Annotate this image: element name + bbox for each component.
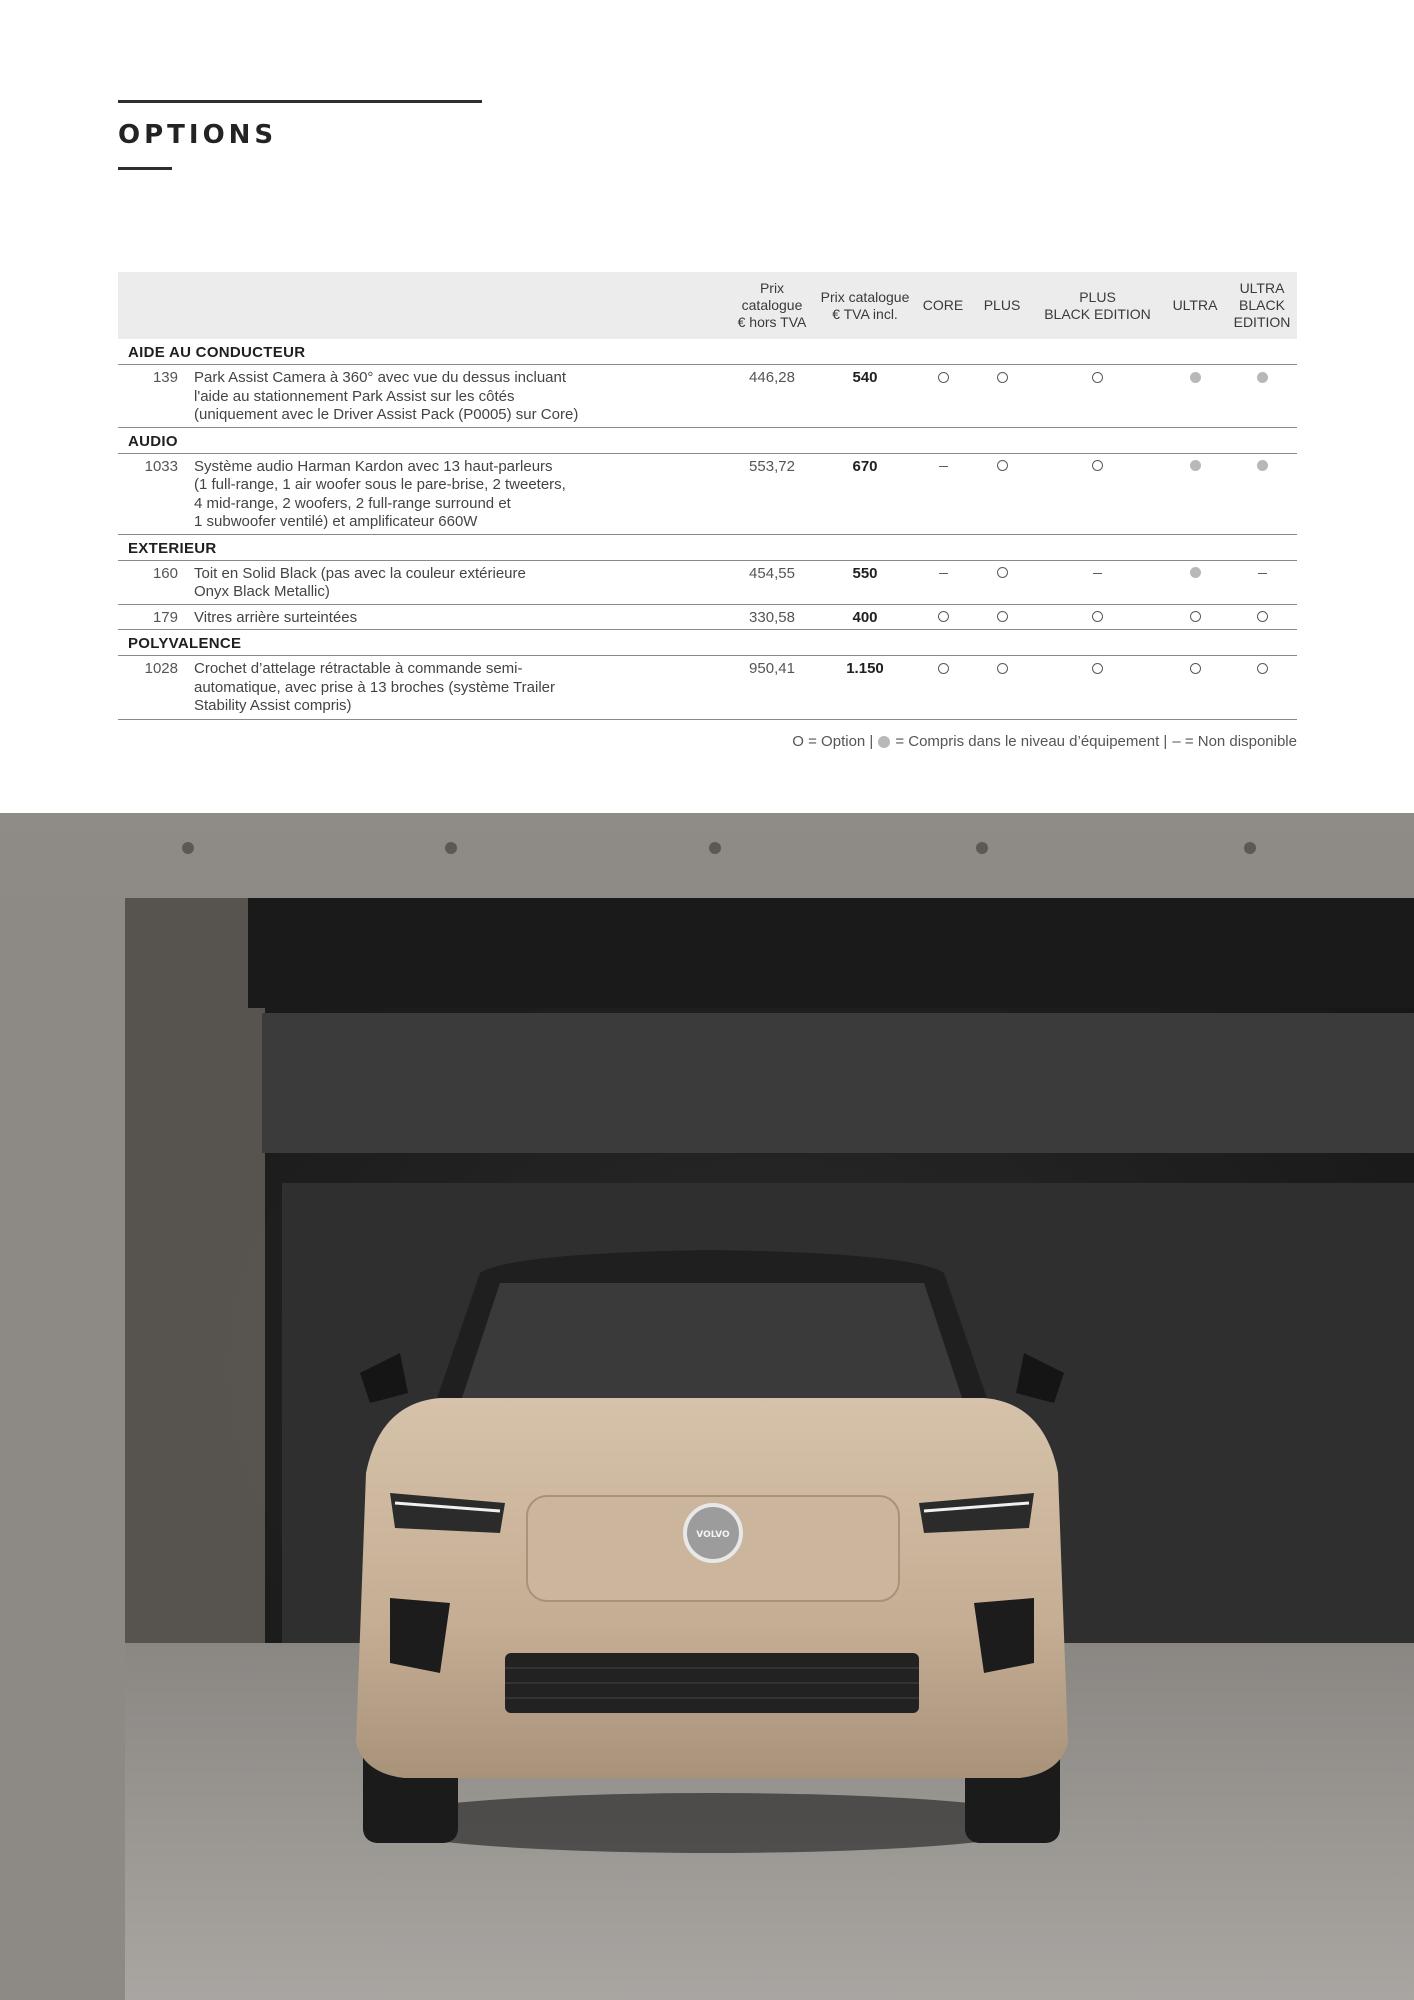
description-line: Système audio Harman Kardon avec 13 haut-parleurs (194, 457, 553, 475)
category-label: AUDIO (118, 427, 1297, 453)
option-circle-icon (938, 372, 949, 383)
availability-plus-black-edition (1032, 365, 1163, 428)
included-dot-icon (1190, 567, 1201, 578)
table-header-row (118, 272, 1297, 339)
availability-plus (972, 453, 1032, 534)
option-code: 139 (118, 365, 188, 428)
header-core: CORE (914, 272, 972, 339)
header-ultra-black-edition: ULTRA BLACK EDITION (1227, 272, 1297, 339)
price-inc-vat: 1.150 (816, 656, 914, 720)
description-line: l'aide au stationnement Park Assist sur les côtés (194, 387, 515, 405)
legend-option: O = Option | (792, 733, 874, 750)
availability-ultra (1163, 560, 1227, 604)
option-code: 1028 (118, 656, 188, 720)
option-circle-icon (1257, 611, 1268, 622)
availability-plus (972, 604, 1032, 630)
description-line: Stability Assist compris) (194, 697, 352, 714)
availability-plus-black-edition (1032, 560, 1163, 604)
availability-core (914, 453, 972, 534)
category-label: AIDE AU CONDUCTEUR (118, 339, 1297, 365)
option-circle-icon (1092, 663, 1103, 674)
header-ultra: ULTRA (1163, 272, 1227, 339)
availability-ultra-black-edition (1227, 604, 1297, 630)
option-description (188, 656, 728, 720)
description-line: Vitres arrière surteintées (194, 608, 358, 626)
legend-included: = Compris dans le niveau d’équipement | (895, 733, 1168, 750)
header-plus-black-edition: PLUS BLACK EDITION (1032, 272, 1163, 339)
description-line: Onyx Black Metallic) (194, 583, 330, 600)
table-row (118, 365, 1297, 428)
availability-ultra (1163, 656, 1227, 720)
header-plus: PLUS (972, 272, 1032, 339)
option-circle-icon (997, 372, 1008, 383)
description-line: (1 full-range, 1 air woofer sous le pare-brise, 2 tweeters, (194, 476, 566, 493)
description-line: automatique, avec prise à 13 broches (système Trailer (194, 678, 556, 696)
unavailable-dash-icon (1258, 573, 1267, 574)
table-row (118, 560, 1297, 604)
description-line: Toit en Solid Black (pas avec la couleur extérieure (194, 564, 526, 582)
description-line: 4 mid-range, 2 woofers, 2 full-range surround et (194, 494, 511, 512)
availability-ultra-black-edition (1227, 365, 1297, 428)
availability-ultra (1163, 365, 1227, 428)
category-row (118, 427, 1297, 453)
included-dot-icon (878, 736, 890, 748)
unavailable-dash-icon (1093, 573, 1102, 574)
price-ex-vat: 330,58 (728, 604, 816, 630)
page-title: OPTIONS (118, 120, 278, 150)
option-circle-icon (1092, 460, 1103, 471)
availability-ultra-black-edition (1227, 453, 1297, 534)
price-ex-vat: 950,41 (728, 656, 816, 720)
description-line: (uniquement avec le Driver Assist Pack (P0005) sur Core) (194, 406, 579, 423)
option-circle-icon (938, 611, 949, 622)
option-circle-icon (997, 460, 1008, 471)
option-circle-icon (1190, 663, 1201, 674)
category-row (118, 339, 1297, 365)
price-inc-vat: 540 (816, 365, 914, 428)
price-ex-vat: 454,55 (728, 560, 816, 604)
car-garage-illustration (0, 813, 1414, 2000)
options-table (118, 272, 1297, 720)
included-dot-icon (1257, 460, 1268, 471)
availability-core (914, 656, 972, 720)
availability-core (914, 560, 972, 604)
category-row (118, 630, 1297, 656)
legend (792, 733, 1297, 750)
table-row (118, 453, 1297, 534)
header-description (188, 272, 728, 339)
included-dot-icon (1257, 372, 1268, 383)
availability-plus-black-edition (1032, 604, 1163, 630)
title-underline (118, 167, 172, 170)
option-code: 1033 (118, 453, 188, 534)
included-dot-icon (1190, 372, 1201, 383)
availability-ultra (1163, 453, 1227, 534)
option-circle-icon (1257, 663, 1268, 674)
legend-unavailable: – = Non disponible (1172, 733, 1297, 750)
option-code: 179 (118, 604, 188, 630)
header-code (118, 272, 188, 339)
description-line: Park Assist Camera à 360° avec vue du dessus incluant (194, 369, 567, 386)
option-code: 160 (118, 560, 188, 604)
option-circle-icon (938, 663, 949, 674)
car-photo (0, 813, 1414, 2000)
unavailable-dash-icon (939, 466, 948, 467)
option-description (188, 604, 728, 630)
header-price-inc-vat: Prix catalogue € TVA incl. (816, 272, 914, 339)
availability-core (914, 604, 972, 630)
header-price-ex-vat: Prix catalogue € hors TVA (728, 272, 816, 339)
availability-plus-black-edition (1032, 453, 1163, 534)
option-circle-icon (997, 567, 1008, 578)
option-circle-icon (997, 611, 1008, 622)
unavailable-dash-icon (939, 573, 948, 574)
price-inc-vat: 400 (816, 604, 914, 630)
price-inc-vat: 670 (816, 453, 914, 534)
option-description (188, 560, 728, 604)
price-inc-vat: 550 (816, 560, 914, 604)
availability-ultra (1163, 604, 1227, 630)
option-description (188, 365, 728, 428)
table-row (118, 656, 1297, 720)
availability-plus (972, 656, 1032, 720)
price-ex-vat: 446,28 (728, 365, 816, 428)
availability-core (914, 365, 972, 428)
option-circle-icon (1190, 611, 1201, 622)
availability-plus-black-edition (1032, 656, 1163, 720)
price-ex-vat: 553,72 (728, 453, 816, 534)
availability-ultra-black-edition (1227, 656, 1297, 720)
option-description (188, 453, 728, 534)
category-label: EXTERIEUR (118, 534, 1297, 560)
category-label: POLYVALENCE (118, 630, 1297, 656)
option-circle-icon (997, 663, 1008, 674)
category-row (118, 534, 1297, 560)
availability-ultra-black-edition (1227, 560, 1297, 604)
included-dot-icon (1190, 460, 1201, 471)
volvo-badge: VOLVO (696, 1530, 730, 1540)
description-line: 1 subwoofer ventilé) et amplificateur 660W (194, 513, 478, 530)
option-circle-icon (1092, 372, 1103, 383)
description-line: Crochet d’attelage rétractable à commande semi- (194, 660, 523, 677)
availability-plus (972, 560, 1032, 604)
table-row (118, 604, 1297, 630)
availability-plus (972, 365, 1032, 428)
option-circle-icon (1092, 611, 1103, 622)
car (356, 1250, 1068, 1853)
top-rule (118, 100, 482, 103)
